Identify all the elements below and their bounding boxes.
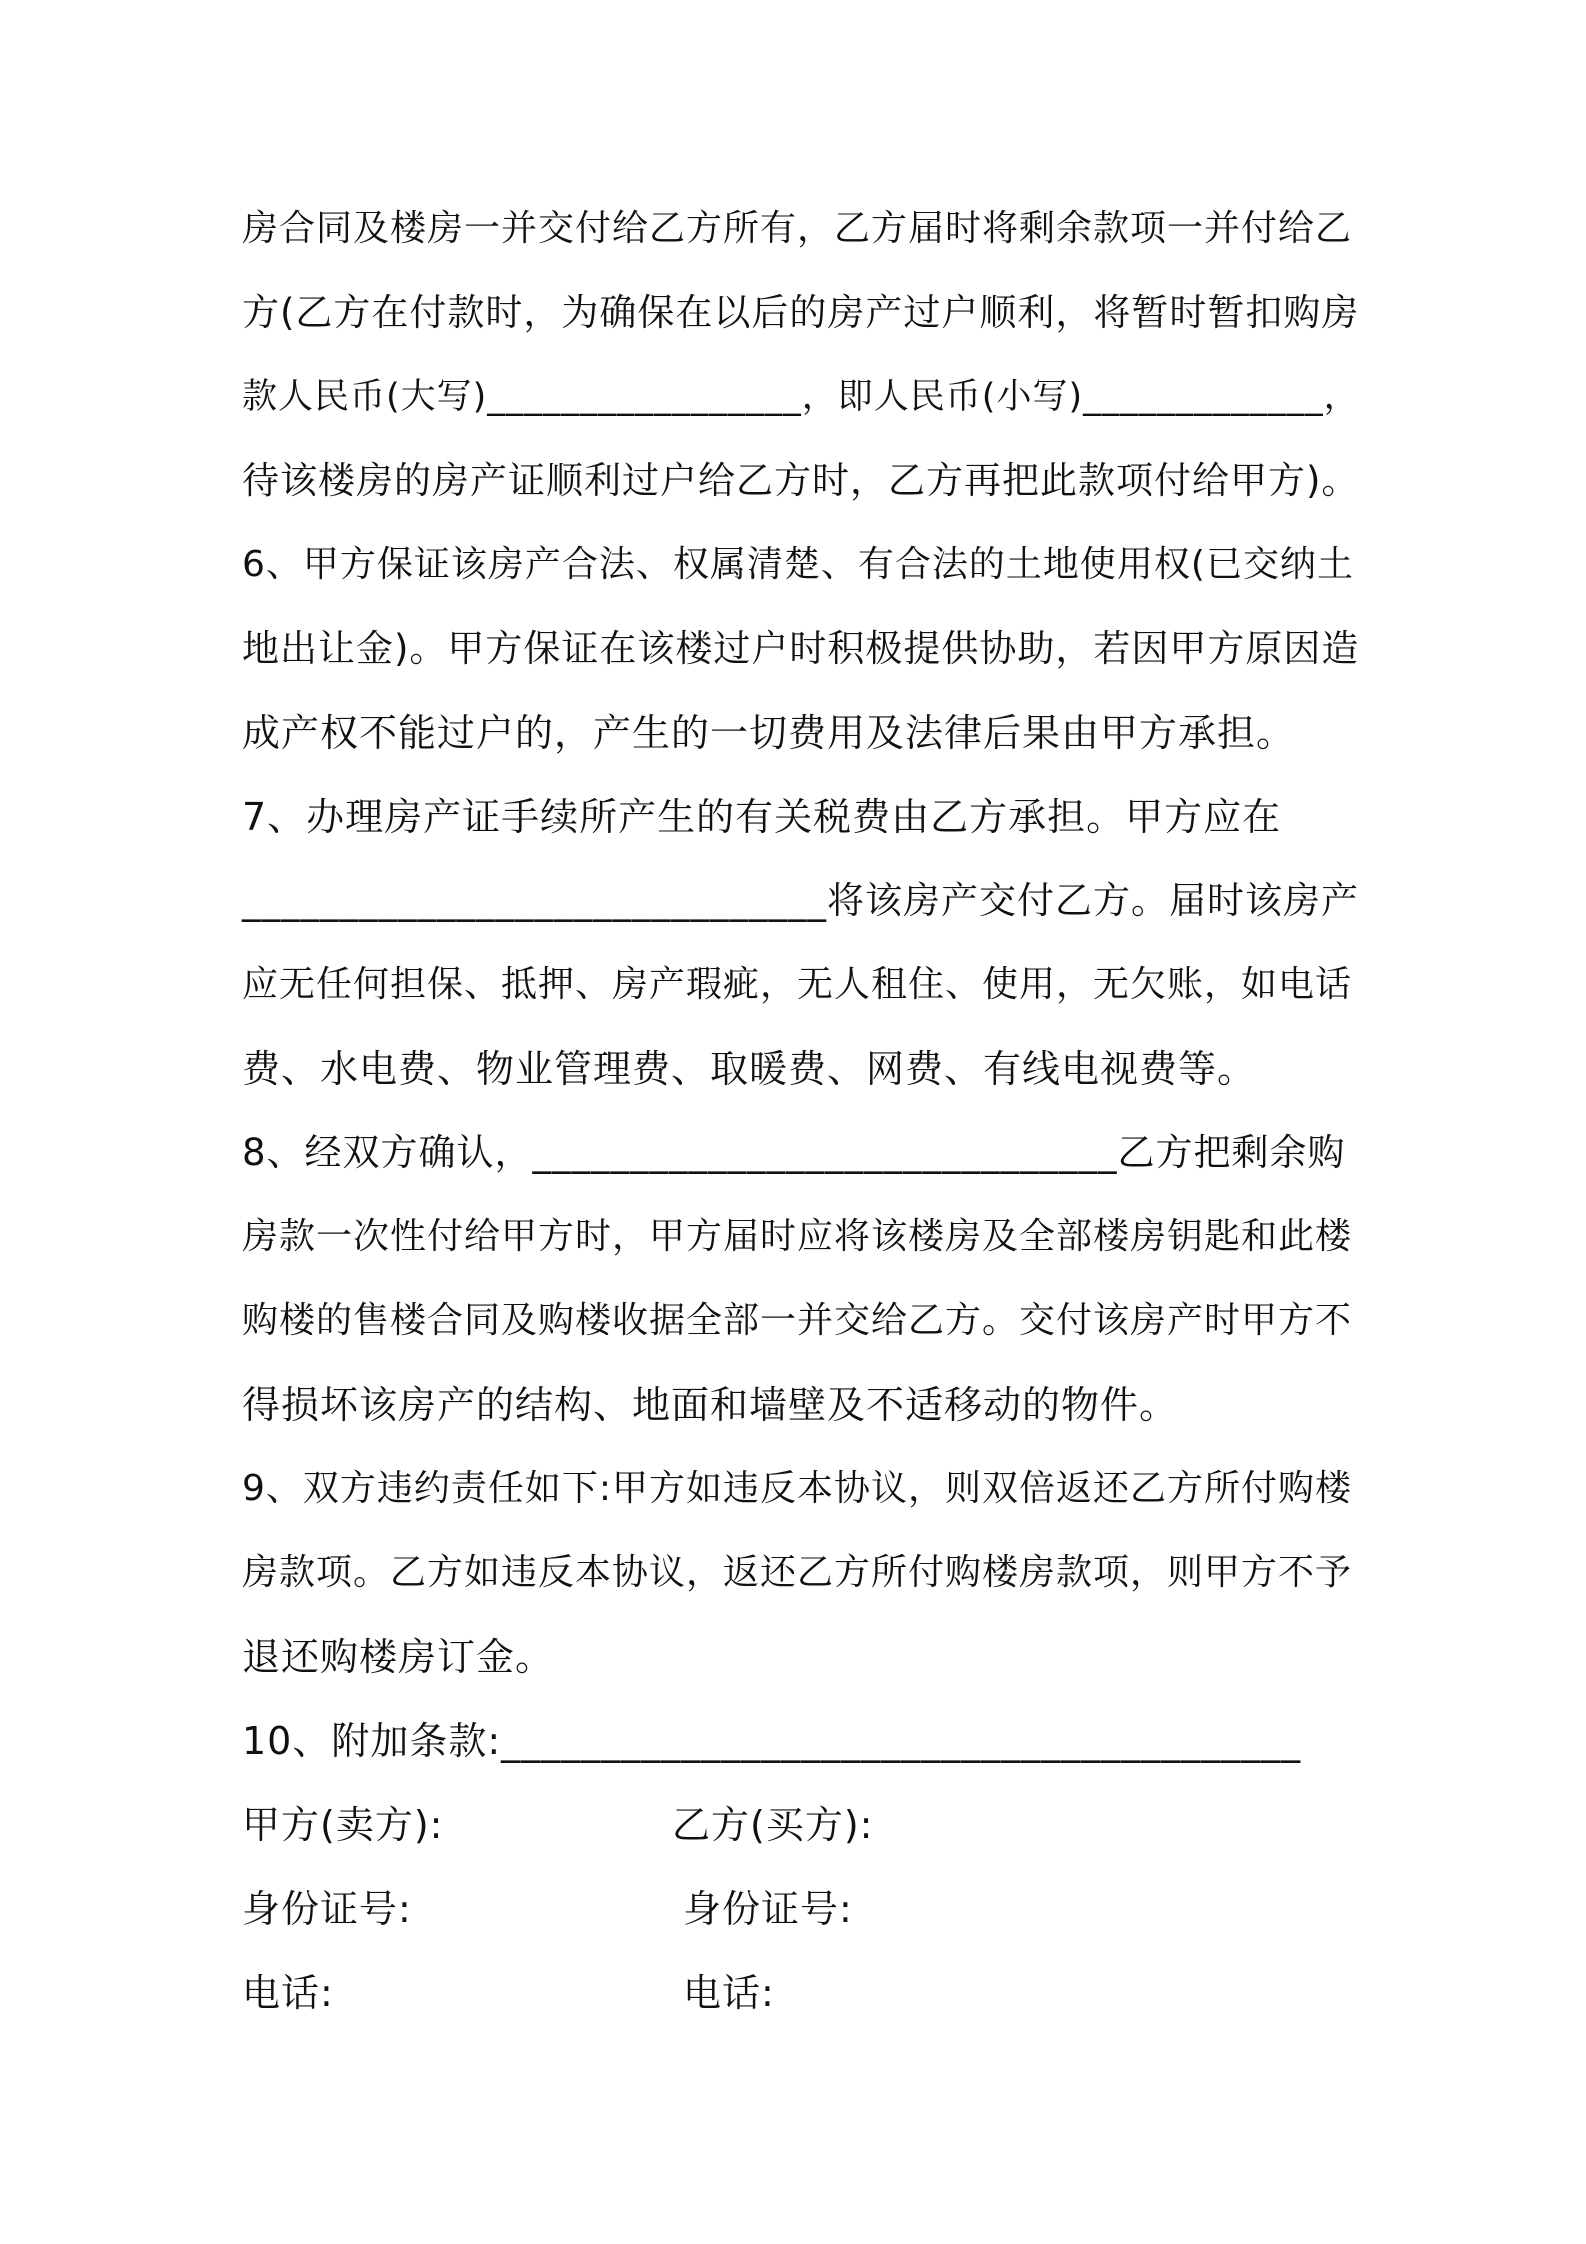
paragraph-line: 成产权不能过户的，产生的一切费用及法律后果由甲方承担。 [242,711,1296,755]
paragraph-line: 方(乙方在付款时，为确保在以后的房产过户顺利，将暂时暂扣购房 [242,291,1360,334]
paragraph-line: 房款项。乙方如违反本协议，返还乙方所付购楼房款项，则甲方不予 [242,1552,1353,1593]
clause-9-line: 9、双方违约责任如下:甲方如违反本协议，则双倍返还乙方所付购楼 [242,1468,1353,1509]
buyer-phone-label: 电话: [683,1971,775,2015]
clause-7-line: 7、办理房产证手续所产生的有关税费由乙方承担。甲方应在 [242,795,1282,839]
buyer-id-label: 身份证号: [683,1887,853,1931]
paragraph-line: 得损坏该房产的结构、地面和墙壁及不适移动的物件。 [242,1383,1179,1427]
paragraph-line: 购楼的售楼合同及购楼收据全部一并交给乙方。交付该房产时甲方不 [242,1300,1353,1341]
paragraph-line: 费、水电费、物业管理费、取暖费、网费、有线电视费等。 [242,1047,1257,1091]
buyer-label: 乙方(买方): [672,1803,874,1847]
paragraph-line: 应无任何担保、抵押、房产瑕疵，无人租住、使用，无欠账，如电话 [242,964,1353,1005]
seller-label: 甲方(卖方): [242,1803,444,1847]
paragraph-line: ______________________________将该房产交付乙方。届时该房产 [242,879,1359,922]
seller-id-label: 身份证号: [242,1887,412,1931]
paragraph-line: 房合同及楼房一并交付给乙方所有，乙方届时将剩余款项一并付给乙 [242,208,1353,249]
paragraph-line: 房款一次性付给甲方时，甲方届时应将该楼房及全部楼房钥匙和此楼 [242,1216,1353,1257]
clause-6-line: 6、甲方保证该房产合法、权属清楚、有合法的土地使用权(已交纳土 [242,544,1354,585]
seller-phone-label: 电话: [242,1971,334,2015]
clause-8-line: 8、经双方确认，______________________________乙方把剩余购 [242,1131,1346,1174]
clause-10-line: 10、附加条款:________________________________________ [242,1719,1302,1763]
paragraph-line: 地出让金)。甲方保证在该楼过户时积极提供协助，若因甲方原因造 [242,627,1360,670]
paragraph-line: 待该楼房的房产证顺利过户给乙方时，乙方再把此款项付给甲方)。 [242,459,1360,502]
paragraph-line: 款人民币(大写)_________________，即人民币(小写)_____________， [242,377,1360,417]
paragraph-line: 退还购楼房订金。 [242,1635,555,1679]
